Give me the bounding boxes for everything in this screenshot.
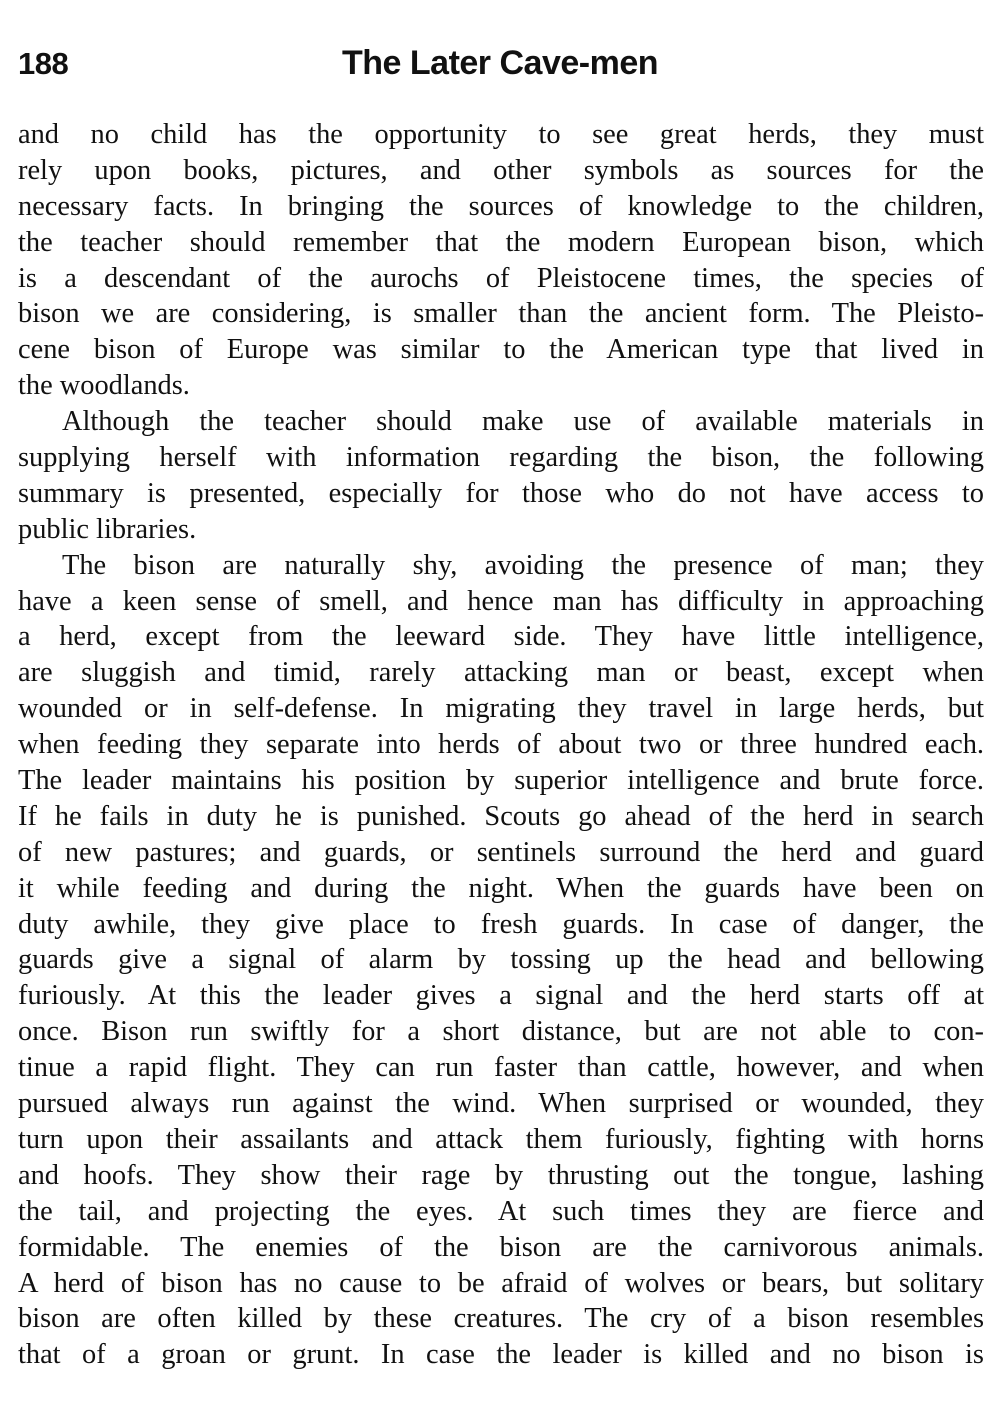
text-line: when feeding they separate into herds of about two or three hundred each. [18,729,984,761]
text-line: guards give a signal of alarm by tossing up the head and bellowing [18,944,984,976]
text-line: summary is presented, especially for those who do not have access to [18,477,984,509]
text-line: and hoofs. They show their rage by thrusting out the tongue, lashing [18,1159,984,1191]
text-line: that of a groan or grunt. In case the leader is killed and no bison is [18,1339,984,1371]
text-line: bison are often killed by these creatures. The cry of a bison resembles [18,1303,984,1335]
text-line: necessary facts. In bringing the sources of knowledge to the children, [18,190,984,222]
text-line: furiously. At this the leader gives a signal and the herd starts off at [18,980,984,1012]
text-line: public libraries. [18,513,197,545]
text-line: A herd of bison has no cause to be afraid of wolves or bears, but solitary [18,1267,984,1299]
text-line: formidable. The enemies of the bison are the carnivorous animals. [18,1231,984,1263]
text-line: is a descendant of the aurochs of Pleistocene times, the species of [18,262,984,294]
text-line: the teacher should remember that the modern European bison, which [18,226,984,258]
text-line: the tail, and projecting the eyes. At such times they are fierce and [18,1195,984,1227]
text-line: the woodlands. [18,370,190,402]
text-line: wounded or in self-defense. In migrating they travel in large herds, but [18,693,984,725]
text-line: Although the teacher should make use of available materials in [62,406,984,438]
text-line: The leader maintains his position by superior intelligence and brute force. [18,765,984,797]
text-line: turn upon their assailants and attack them furiously, fighting with horns [18,1123,984,1155]
page-header [18,44,982,88]
text-line: duty awhile, they give place to fresh guards. In case of danger, the [18,908,984,940]
body-text [18,117,984,1373]
text-line: have a keen sense of smell, and hence man has difficulty in approaching [18,585,984,617]
paragraph [18,548,984,1373]
text-line: cene bison of Europe was similar to the American type that lived in [18,334,984,366]
text-line: rely upon books, pictures, and other symbols as sources for the [18,154,984,186]
text-line: bison we are considering, is smaller than the ancient form. The Pleisto- [18,298,984,330]
text-line: of new pastures; and guards, or sentinels surround the herd and guard [18,836,984,868]
running-title: The Later Cave-men [342,44,658,82]
page-number: 188 [18,46,69,81]
text-line: a herd, except from the leeward side. They have little intelligence, [18,621,984,653]
text-line: and no child has the opportunity to see great herds, they must [18,119,984,150]
text-line: If he fails in duty he is punished. Scouts go ahead of the herd in search [18,800,984,832]
text-line: tinue a rapid flight. They can run faster than cattle, however, and when [18,1052,984,1084]
text-line: pursued always run against the wind. When surprised or wounded, they [18,1088,984,1120]
text-line: once. Bison run swiftly for a short distance, but are not able to con- [18,1016,984,1048]
text-line: are sluggish and timid, rarely attacking man or beast, except when [18,657,984,689]
text-line: it while feeding and during the night. When the guards have been on [18,872,984,904]
paragraph [18,117,984,404]
text-line: The bison are naturally shy, avoiding the presence of man; they [62,549,984,581]
text-line: supplying herself with information regarding the bison, the following [18,442,984,474]
paragraph [18,404,984,548]
